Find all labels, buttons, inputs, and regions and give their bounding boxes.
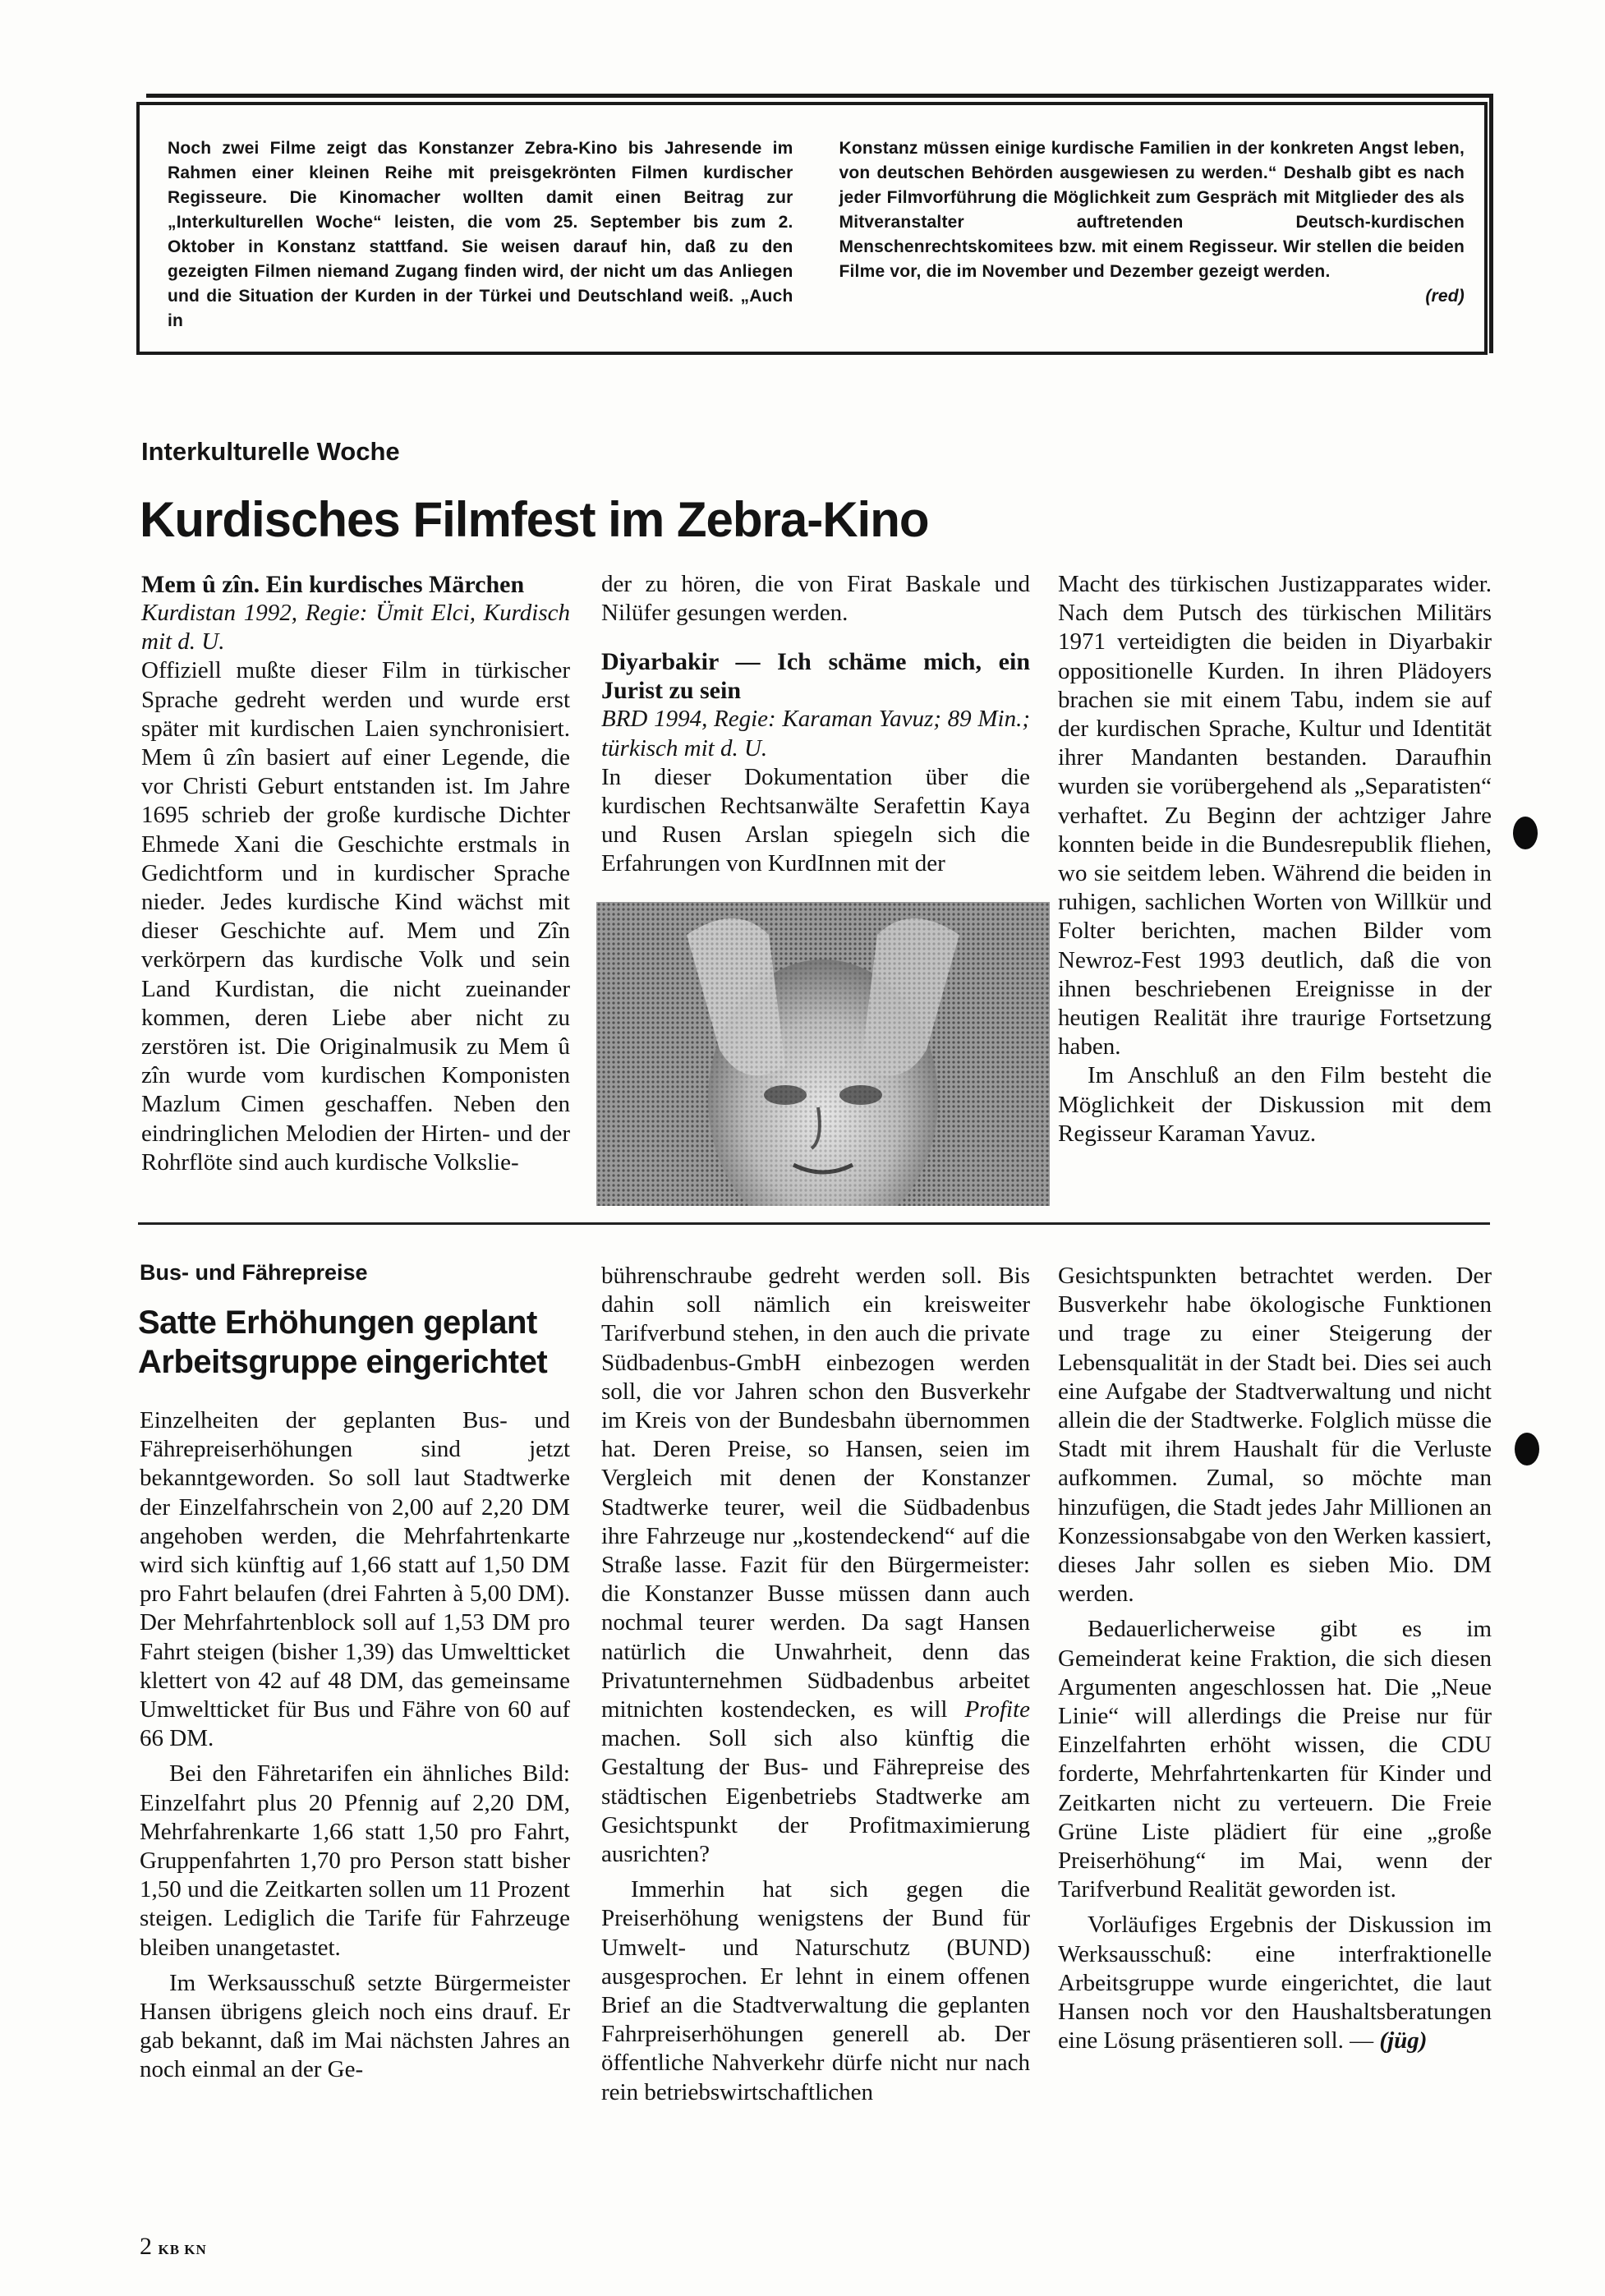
footer-label: KB KN xyxy=(158,2242,207,2257)
article2-paragraph-1: Einzelheiten der geplanten Bus- und Fährepreiserhöhungen sind jetzt bekanntgeworden. So soll laut Stadtwerke der Einzelfahrschein von 2,00 auf 2,20 DM angehoben werden, die Mehrfahrtenkarte wird sich künftig auf 1,66 statt auf 1,50 DM pro Fahrt belaufen (drei Fahrten à 5,00 DM). Der Mehrfahrtenblock soll auf 1,53 DM pro Fahrt steigen (bisher 1,39) das Umweltticket klettert von 42 auf 48 DM, das gemeinsame Umweltticket für Bus und Fähre von 60 auf 66 DM. xyxy=(140,1407,570,1752)
article2-column-1 xyxy=(140,1406,570,2085)
punch-hole-bottom xyxy=(1515,1433,1539,1465)
article2-headline xyxy=(138,1303,547,1382)
article2-paragraph-4-part-a: bührenschraube gedreht werden soll. Bis dahin soll nämlich ein kreisweiter Tarifverbund stehen, in den auch die private Südbadenbus-GmbH einbezogen werden soll, die vor Jahren schon den Busverkehr im Kreis von der Bundesbahn übernommen hat. Deren Preise, so Hansen, seien im Vergleich mit denen der Konstanzer Stadtwerke teurer, weil die Südbadenbus ihre Fahrzeuge nur „kostendeckend“ auf die Straße lasse. Fazit für den Bürgermeister: die Konstanzer Busse müssen dann auch nochmal teurer werden. Da sagt Hansen natürlich die Unwahrheit, denn das Privatunternehmen Südbadenbus arbeitet mitnichten kostendecken, es will xyxy=(601,1263,1030,1723)
article2-paragraph-4-part-b: machen. Soll sich also künftig die Gestaltung der Bus- und Fährepreise des städtischen Eigenbetriebs Stadtwerke am Gesichtspunkt der Profitmaximierung ausrichten? xyxy=(601,1725,1030,1868)
article2-paragraph-8-text: Vorläufiges Ergebnis der Diskussion im Werksausschuß: eine interfraktionelle Arbeitsgruppe wurde eingerichtet, die laut Hansen noch vor den Haushaltsberatungen eine Lösung präsentieren soll. — xyxy=(1058,1912,1492,2054)
article2-headline-line2: Arbeitsgruppe eingerichtet xyxy=(138,1344,548,1380)
article2-headline-line1: Satte Erhöhungen geplant xyxy=(138,1304,537,1341)
film2-body: In dieser Dokumentation über die kurdischen Rechtsanwälte Serafettin Kaya und Rusen Arslan spiegeln sich die Erfahrungen von KurdInnen mit der xyxy=(601,763,1030,877)
film-still-photo xyxy=(596,902,1050,1206)
article2-signature: (jüg) xyxy=(1379,2027,1428,2054)
article1-column-3 xyxy=(1058,570,1492,1148)
article2-paragraph-5: Immerhin hat sich gegen die Preiserhöhung wenigstens der Bund für Umwelt- und Naturschutz (BUND) ausgesprochen. Er lehnt in einem offenen Brief an die Stadtverwaltung die geplanten Fahrpreiserhöhungen generell ab. Der öffentliche Nahverkehr dürfe nicht nur nach rein betriebswirtschaftlichen xyxy=(601,1876,1030,2105)
article2-paragraph-7: Bedauerlicherweise gibt es im Gemeinderat keine Fraktion, die sich diesen Argumenten angeschlossen hat. Die „Neue Linie“ will allerdings die Preise nur für Einzelfahrten erhöht wissen, die CDU forderte, Mehrfahrtenkarten für Kinder und Zeitkarten nicht zu verteuern. Die Freie Grüne Liste plädiert für eine „große Preiserhöhung“ im Mai, wenn der Tarifverbund Realität geworden ist. xyxy=(1058,1616,1492,1903)
punch-hole-top xyxy=(1513,817,1538,849)
article2-column-2 xyxy=(601,1262,1030,2107)
film1-meta: Kurdistan 1992, Regie: Ümit Elci, Kurdisch mit d. U. xyxy=(141,600,570,656)
article2-paragraph-4 xyxy=(601,1262,1030,1869)
article2-paragraph-8 xyxy=(1058,1911,1492,2055)
page-footer xyxy=(140,2233,207,2261)
article1-kicker: Interkulturelle Woche xyxy=(141,437,400,466)
film1-title: Mem û zîn. Ein kurdisches Märchen xyxy=(141,571,525,598)
film1-body: Offiziell mußte dieser Film in türkischer Sprache gedreht werden und wurde erst später mit kurdischen Laien synchronisiert. Mem û zîn basiert auf einer Legende, die vor Christi Geburt entstanden ist. Im Jahre 1695 schrieb der große kurdische Dichter Ehmede Xani die Geschichte erstmals in Gedichtform und in kurdischer Sprache nieder. Jedes kurdische Kind wächst mit dieser Geschichte auf. Mem und Zîn verkörpern das kurdische Volk und sein Land Kurdistan, die nicht zueinander kommen, deren Liebe aber nicht zu zerstören ist. Die Originalmusik zu Mem û zîn wurde vom kurdischen Komponisten Mazlum Cimen geschaffen. Neben den eindringlichen Melodien der Hirten- und der Rohrflöte sind auch kurdische Volkslie- xyxy=(141,657,570,1176)
article2-paragraph-2: Bei den Fähretarifen ein ähnliches Bild: Einzelfahrt plus 20 Pfennig auf 2,20 DM, Mehrfahrenkarte 1,66 statt 1,50 pro Fahrt, Gruppenfahrten 1,70 pro Person statt bisher 1,50 und die Zeitkarten sollen um 11 Prozent steigen. Lediglich die Tarife für Fahrzeuge bleiben unangetastet. xyxy=(140,1760,570,1961)
film2-body-continued: Macht des türkischen Justizapparates wider. Nach dem Putsch des türkischen Militärs 1971 verteidigten die beiden in Diyarbakir oppositionelle Kurden. In ihren Plädoyers brachen sie mit einem Tabu, indem sie auf der kurdischen Sprache, Kultur und Identität ihrer Mandanten bestanden. Daraufhin wurden sie vorübergehend als „Separatisten“ verhaftet. Zu Beginn der achtziger Jahre konnten beide in die Bundesrepublik fliehen, wo sie seitdem leben. Während die beiden in ruhigen, sachlichen Worten von Willkür und Folter berichten, machen Bilder vom Newroz-Fest 1993 deutlich, daß die von ihnen beschriebenen Ereignisse in der heutigen Realität ihre traurige Fortsetzung haben. xyxy=(1058,571,1492,1061)
notice-right-column xyxy=(839,136,1465,340)
page-number: 2 xyxy=(140,2233,152,2260)
article1-headline: Kurdisches Filmfest im Zebra-Kino xyxy=(140,492,929,547)
article2-paragraph-6: Gesichtspunkten betrachtet werden. Der Busverkehr habe ökologische Funktionen und trage zu einer Steigerung der Lebensqualität in der Stadt bei. Dies sei auch eine Aufgabe der Stadtverwaltung und nicht allein die der Stadtwerke. Folglich müsse die Stadt mit ihrem Haushalt für die Verluste aufkommen. Zumal, so möchte man hinzufügen, die Stadt jedes Jahr Millionen an Konzessionsabgabe von den Werken kassiert, dieses Jahr sollen es sieben Mio. DM werden. xyxy=(1058,1263,1492,1608)
article2-emphasis-profite: Profite xyxy=(964,1696,1031,1723)
article1-column-1 xyxy=(141,570,570,1177)
notice-box xyxy=(136,102,1488,355)
film2-title: Diyarbakir — Ich schäme mich, ein Jurist zu sein xyxy=(601,648,1030,705)
notice-right-text: Konstanz müssen einige kurdische Familien in der konkreten Angst leben, von deutschen Behörden ausgewiesen zu werden.“ Deshalb gibt es nach jeder Filmvorführung die Möglichkeit zum Gespräch mit Mitglieder des als Mitveranstalter auftretenden Deutsch-kurdischen Menschenrechtskomitees bzw. mit einem Regisseur. Wir stellen die beiden Filme vor, die im November und Dezember gezeigt werden. xyxy=(839,139,1465,281)
section-divider xyxy=(138,1222,1490,1225)
article1-column-2 xyxy=(601,570,1030,879)
notice-signature: (red) xyxy=(1425,287,1465,306)
film1-continuation: der zu hören, die von Firat Baskale und Nilüfer gesungen werden. xyxy=(601,571,1030,627)
article2-column-3 xyxy=(1058,1262,1492,2055)
film2-discussion-note: Im Anschluß an den Film besteht die Möglichkeit der Diskussion mit dem Regisseur Karaman Yavuz. xyxy=(1058,1062,1492,1147)
notice-left-column: Noch zwei Filme zeigt das Konstanzer Zebra-Kino bis Jahresende im Rahmen einer kleinen Reihe mit preisgekrönten Filmen kurdischer Regisseure. Die Kinomacher wollten damit einen Beitrag zur „Interkulturellen Woche“ leisten, die vom 25. September bis zum 2. Oktober in Konstanz stattfand. Sie weisen darauf hin, daß zu den gezeigten Filmen niemand Zugang finden wird, der nicht um das Anliegen und die Situation der Kurden in der Türkei und Deutschland weiß. „Auch in xyxy=(168,139,793,330)
article2-paragraph-3: Im Werksausschuß setzte Bürgermeister Hansen übrigens gleich noch eins drauf. Er gab bekannt, daß im Mai nächsten Jahres an noch einmal an der Ge- xyxy=(140,1969,570,2083)
film2-meta: BRD 1994, Regie: Karaman Yavuz; 89 Min.; türkisch mit d. U. xyxy=(601,706,1030,761)
article2-kicker: Bus- und Fährepreise xyxy=(140,1260,368,1285)
